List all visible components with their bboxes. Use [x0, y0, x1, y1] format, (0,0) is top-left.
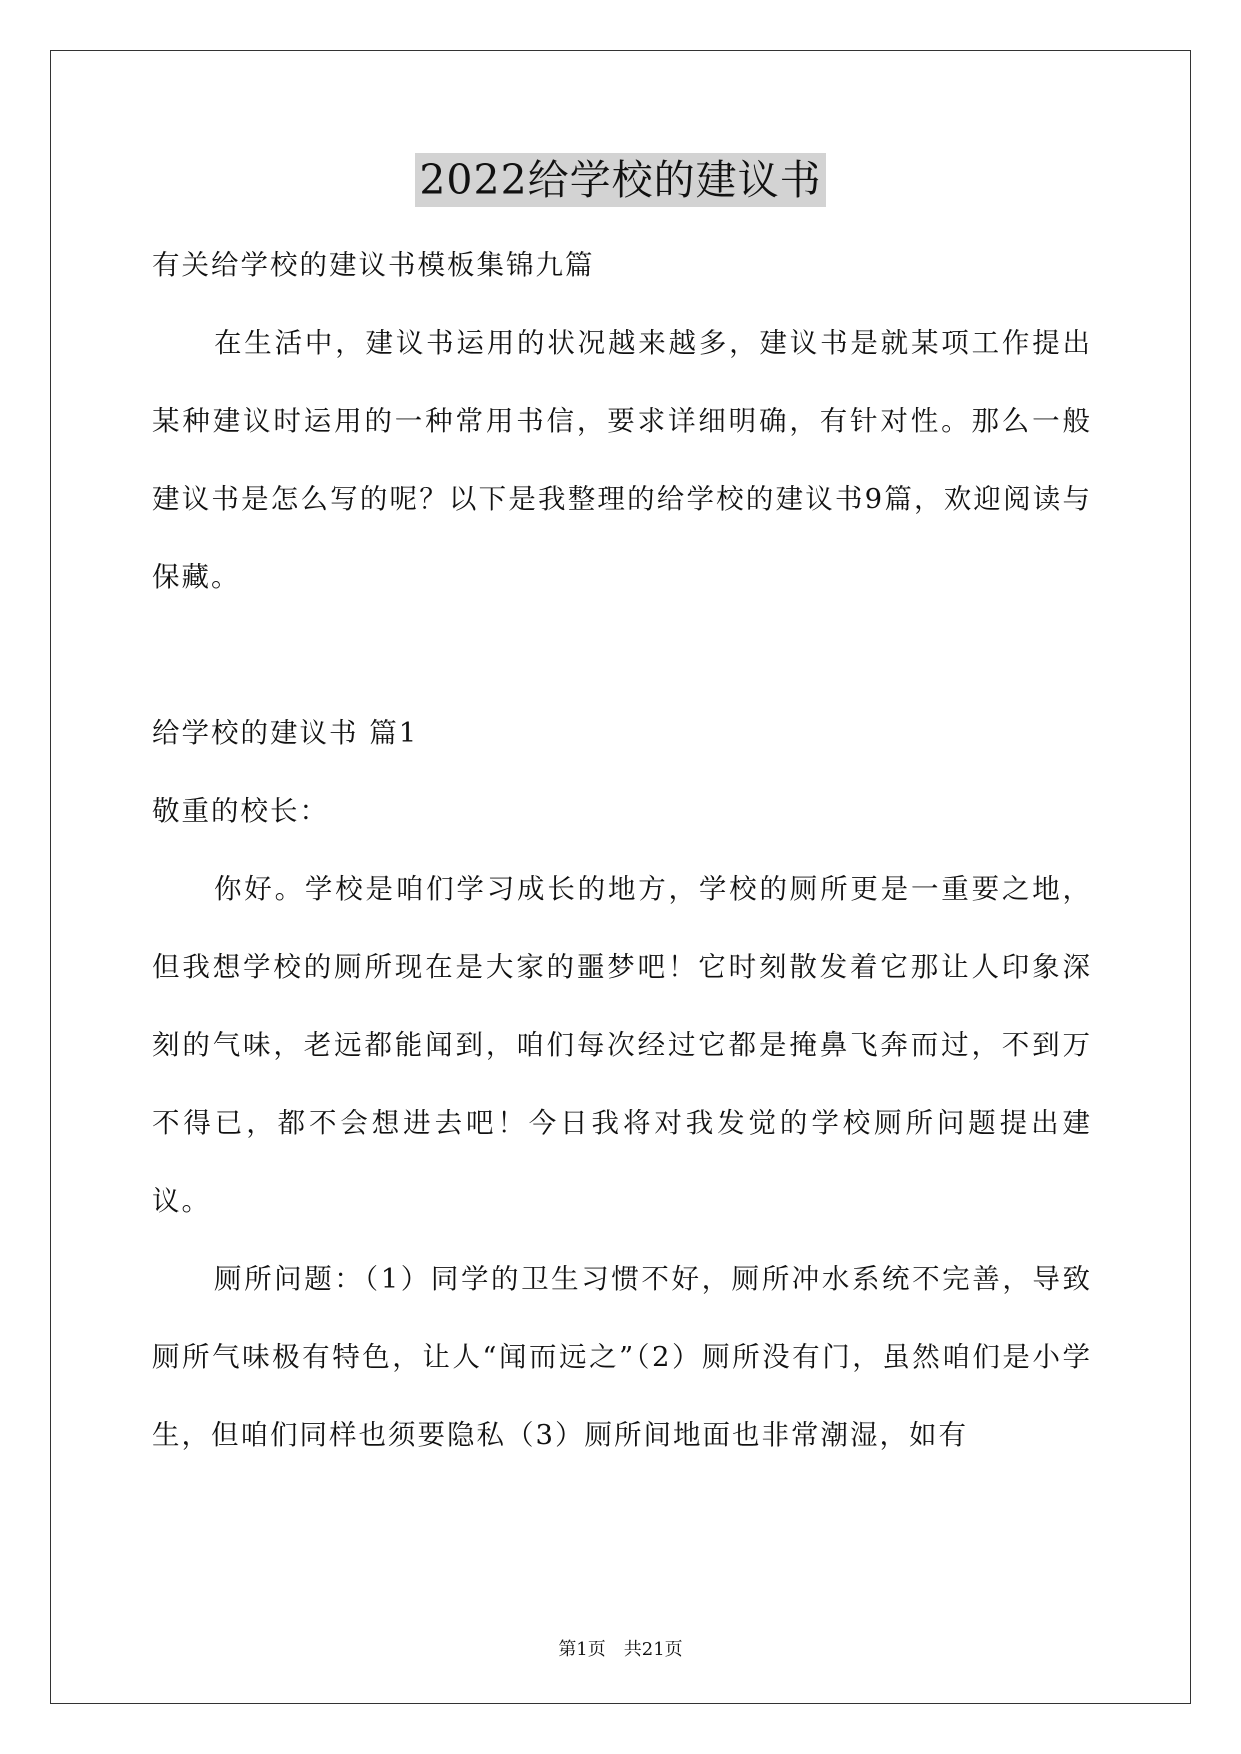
document-body — [152, 226, 1092, 1474]
blank-line — [152, 616, 1092, 694]
document-subtitle: 有关给学校的建议书模板集锦九篇 — [152, 249, 595, 281]
page-number: 第1页 共21页 — [558, 1639, 683, 1660]
section-heading: 给学校的建议书 篇1 — [152, 717, 419, 749]
page-footer — [0, 1638, 1241, 1662]
body-paragraph-1: 你好。学校是咱们学习成长的地方，学校的厕所更是一重要之地，但我想学校的厕所现在是大家的噩梦吧！它时刻散发着它那让人印象深刻的气味，老远都能闻到，咱们每次经过它都是掩鼻飞奔而过，不到万不得已，都不会想进去吧！今日我将对我发觉的学校厕所问题提出建议。 — [152, 873, 1092, 1217]
salutation: 敬重的校长： — [152, 795, 329, 827]
body-paragraph-2: 厕所问题：（1）同学的卫生习惯不好，厕所冲水系统不完善，导致厕所气味极有特色，让人“闻而远之”（2）厕所没有门，虽然咱们是小学生，但咱们同样也须要隐私（3）厕所间地面也非常潮湿，如有 — [152, 1263, 1092, 1451]
document-title — [0, 150, 1241, 210]
intro-paragraph: 在生活中，建议书运用的状况越来越多，建议书是就某项工作提出某种建议时运用的一种常用书信，要求详细明确，有针对性。那么一般建议书是怎么写的呢？以下是我整理的给学校的建议书9篇，欢迎阅读与保藏。 — [152, 327, 1092, 593]
document-title-text: 2022给学校的建议书 — [415, 153, 825, 207]
